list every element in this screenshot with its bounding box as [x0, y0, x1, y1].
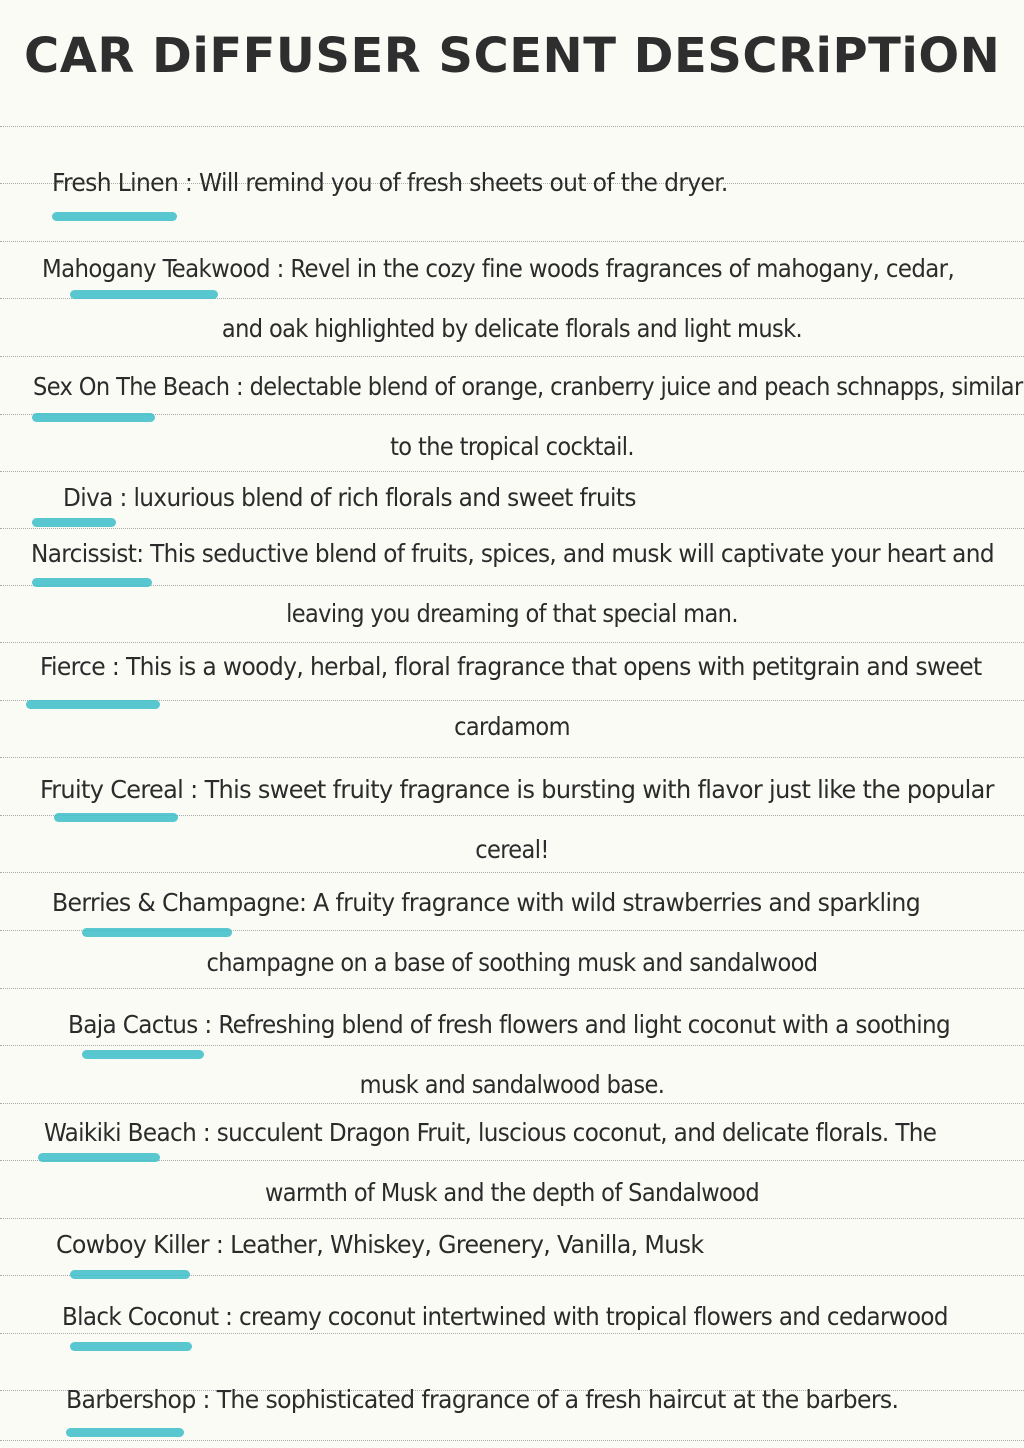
- scent-description: Refreshing blend of fresh flowers and light coconut with a soothing: [218, 1010, 951, 1039]
- scent-description-continued: champagne on a base of soothing musk and sandalwood: [206, 948, 818, 977]
- name-highlight-stroke: [82, 1050, 204, 1059]
- scent-first-line: [40, 652, 982, 682]
- ruled-line: [0, 988, 1024, 989]
- ruled-line: [0, 528, 1024, 529]
- scent-description-continued: cereal!: [475, 835, 549, 864]
- scent-separator: :: [269, 254, 291, 283]
- scent-description-continued: and oak highlighted by delicate florals and light musk.: [221, 314, 803, 343]
- scent-description: This seductive blend of fruits, spices, and musk will captivate your heart and: [150, 539, 994, 568]
- scent-separator: :: [183, 775, 205, 804]
- ruled-line: [0, 1440, 1024, 1441]
- name-highlight-stroke: [32, 578, 152, 587]
- scent-description-continued: musk and sandalwood base.: [359, 1070, 665, 1099]
- scent-first-line: [52, 168, 728, 198]
- scent-name: Fresh Linen: [52, 168, 179, 197]
- scent-separator: :: [197, 1010, 219, 1039]
- scent-first-line: [68, 1010, 950, 1040]
- scent-description-continued: to the tropical cocktail.: [390, 432, 634, 461]
- scent-separator: :: [196, 1118, 217, 1147]
- scent-name: Diva: [63, 483, 113, 512]
- name-highlight-stroke: [70, 290, 218, 299]
- scent-name: Narcissist: [31, 539, 137, 568]
- scent-first-line: [62, 1302, 948, 1332]
- scent-separator: :: [208, 1230, 231, 1259]
- ruled-line: [0, 1218, 1024, 1219]
- name-highlight-stroke: [32, 413, 155, 422]
- scent-separator: :: [195, 1385, 217, 1414]
- name-highlight-stroke: [52, 212, 177, 221]
- ruled-line: [0, 1333, 1024, 1334]
- ruled-line: [0, 642, 1024, 643]
- scent-name: Fruity Cereal: [40, 775, 184, 804]
- name-highlight-stroke: [82, 928, 232, 937]
- name-highlight-stroke: [38, 1153, 160, 1162]
- scent-name: Fierce: [40, 652, 106, 681]
- name-highlight-stroke: [70, 1270, 190, 1279]
- ruled-line: [0, 1103, 1024, 1104]
- scent-name: Baja Cactus: [68, 1010, 198, 1039]
- scent-description-continued: leaving you dreaming of that special man.: [286, 599, 738, 628]
- scent-first-line: [33, 372, 1023, 402]
- scent-name: Cowboy Killer: [56, 1230, 209, 1259]
- scent-name: Barbershop: [66, 1385, 196, 1414]
- scent-description: Will remind you of fresh sheets out of the dryer.: [199, 168, 728, 197]
- scent-separator: :: [112, 483, 134, 512]
- ruled-line: [0, 757, 1024, 758]
- scent-description: succulent Dragon Fruit, luscious coconut, and delicate florals. The: [216, 1118, 937, 1147]
- scent-name: Sex On The Beach: [33, 372, 230, 401]
- ruled-line: [0, 872, 1024, 873]
- scent-description: This sweet fruity fragrance is bursting with flavor just like the popular: [204, 775, 994, 804]
- ruled-line: [0, 241, 1024, 242]
- scent-first-line: [66, 1385, 898, 1415]
- ruled-line: [0, 585, 1024, 586]
- ruled-line: [0, 471, 1024, 472]
- scent-name: Waikiki Beach: [44, 1118, 197, 1147]
- name-highlight-stroke: [54, 813, 178, 822]
- scent-separator: :: [218, 1302, 240, 1331]
- scent-first-line: [40, 775, 994, 805]
- scent-first-line: [52, 888, 920, 918]
- scent-separator: :: [298, 888, 314, 917]
- scent-first-line: [42, 254, 954, 284]
- scent-description: Revel in the cozy fine woods fragrances of mahogany, cedar,: [290, 254, 955, 283]
- scent-separator: :: [178, 168, 200, 197]
- scent-separator: :: [136, 539, 151, 568]
- scent-description: luxurious blend of rich florals and sweet fruits: [133, 483, 636, 512]
- ruled-line: [0, 126, 1024, 127]
- scent-separator: :: [105, 652, 126, 681]
- scent-description: Leather, Whiskey, Greenery, Vanilla, Musk: [230, 1230, 704, 1259]
- scent-name: Mahogany Teakwood: [42, 254, 270, 283]
- scent-description: The sophisticated fragrance of a fresh haircut at the barbers.: [216, 1385, 899, 1414]
- ruled-line: [0, 1045, 1024, 1046]
- scent-separator: :: [229, 372, 250, 401]
- scent-description: delectable blend of orange, cranberry juice and peach schnapps, similar: [249, 372, 1023, 401]
- scent-name: Berries & Champagne: [52, 888, 299, 917]
- scent-description: A fruity fragrance with wild strawberries and sparkling: [313, 888, 921, 917]
- scent-name: Black Coconut: [62, 1302, 219, 1331]
- scent-description: creamy coconut intertwined with tropical flowers and cedarwood: [239, 1302, 948, 1331]
- scent-first-line: [63, 483, 636, 513]
- scent-first-line: [44, 1118, 936, 1148]
- scent-first-line: [56, 1230, 703, 1260]
- scent-description-continued: warmth of Musk and the depth of Sandalwood: [264, 1178, 760, 1207]
- name-highlight-stroke: [32, 518, 116, 527]
- name-highlight-stroke: [70, 1342, 192, 1351]
- ruled-line: [0, 356, 1024, 357]
- name-highlight-stroke: [66, 1428, 184, 1437]
- scent-first-line: [31, 539, 994, 569]
- page-title: CAR DiFFUSER SCENT DESCRiPTiON: [24, 28, 1001, 84]
- name-highlight-stroke: [26, 700, 160, 709]
- scent-description-continued: cardamom: [454, 712, 570, 741]
- scent-description: This is a woody, herbal, floral fragrance that opens with petitgrain and sweet: [125, 652, 982, 681]
